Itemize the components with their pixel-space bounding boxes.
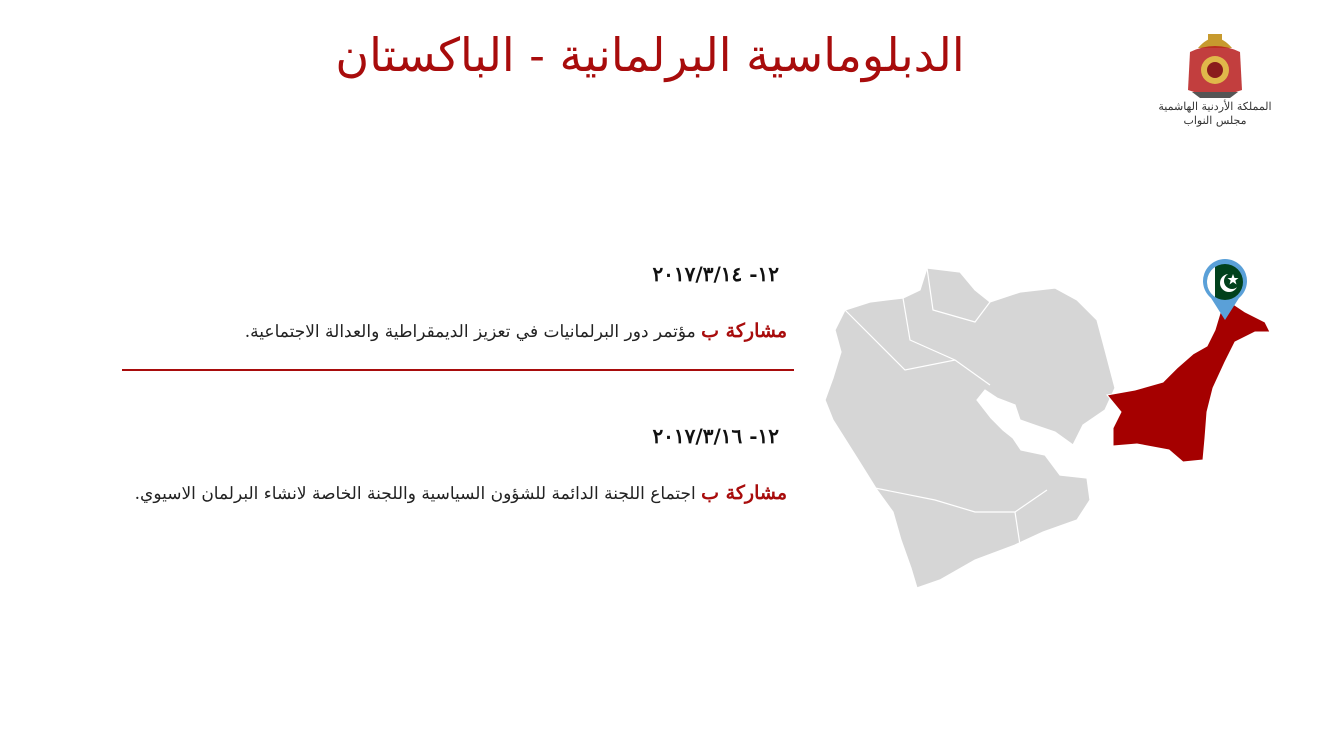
region-map — [815, 250, 1285, 600]
entry-lead: مشاركة ب — [701, 482, 787, 504]
entry-date: ١٢- ٢٠١٧/٣/١٦ — [652, 424, 779, 448]
divider — [122, 369, 794, 371]
page-title: الدبلوماسية البرلمانية - الباكستان — [335, 28, 965, 82]
logo-caption — [1150, 100, 1280, 128]
entry-body: مؤتمر دور البرلمانيات في تعزيز الديمقراطية والعدالة الاجتماعية. — [244, 322, 702, 342]
middle-east-region — [825, 268, 1115, 588]
logo-line-house: مجلس النواب — [1183, 114, 1247, 127]
entry-description — [135, 482, 787, 504]
entry-lead: مشاركة ب — [701, 320, 787, 342]
logo-line-kingdom: المملكة الأردنية الهاشمية — [1158, 100, 1272, 113]
entry-body: اجتماع اللجنة الدائمة للشؤون السياسية واللجنة الخاصة لانشاء البرلمان الاسيوي. — [134, 484, 702, 504]
entry-date: ١٢- ٢٠١٧/٣/١٤ — [652, 262, 779, 286]
entry-description — [245, 320, 787, 342]
map-pin-pakistan-flag-icon — [1199, 256, 1251, 322]
